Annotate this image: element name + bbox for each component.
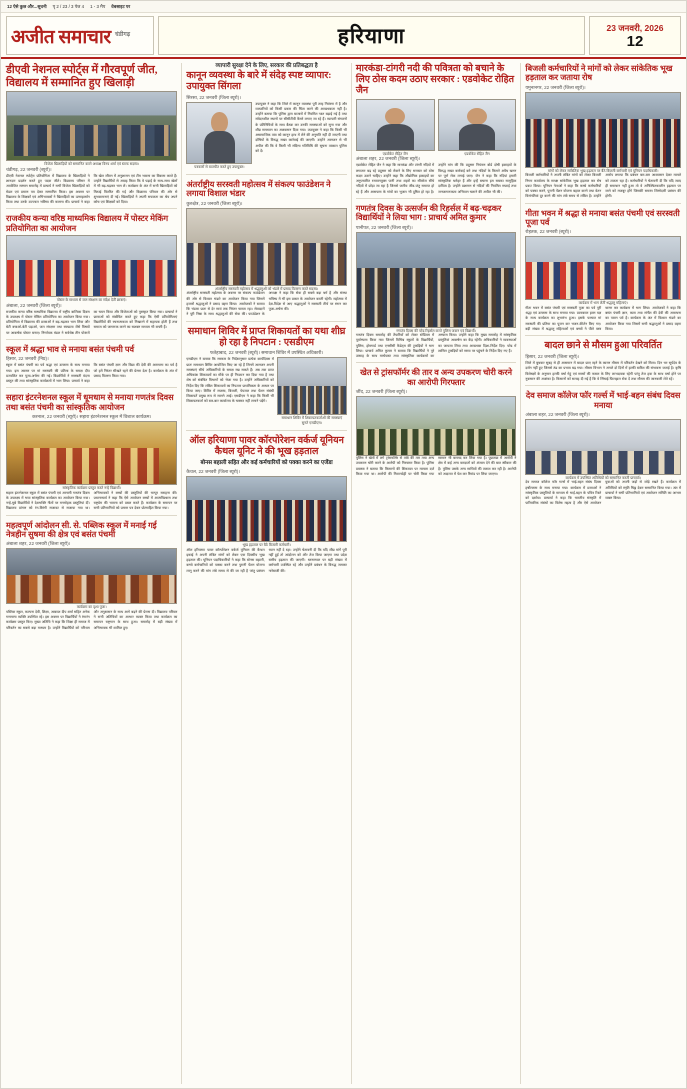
article-mahatvapurna-andolan [6, 520, 177, 634]
byline: अंबाला शहर, 22 जनवरी (जिला ब्यूरो)। [355, 156, 421, 162]
photo-caption: मांगों को लेकर सांकेतिक भूख हड़ताल पर बैठे बिजली कर्मचारी एवं यूनियन पदाधिकारी। [547, 168, 659, 173]
article-photo [186, 208, 347, 286]
article-text: बिजली कर्मचारियों ने अपनी लंबित मांगों को लेकर बिजली निगम कार्यालय के समक्ष सांकेतिक भूख हड़ताल कर रोष प्रकट किया। यूनियन नेताओं ने कहा कि कच्चे कर्मचारियों को पक्का करने, पुरानी पेंशन योजना बहाल करने तथा वेतन विसंगतियां दूर करने की मांग लंबे समय से लंबित है। उन्होंने आरोप लगाया कि प्रबंधन बार-बार आश्वासन देकर मामले को टालता रहा है। कर्मचारियों ने चेतावनी दी कि यदि जल्द ही समाधान नहीं हुआ तो वे अनिश्चितकालीन हड़ताल पर जाने को मजबूर होंगे जिसकी समस्त जिम्मेदारी प्रबंधन की होगी। [525, 173, 681, 199]
article-bijli-karmchari-protest [525, 63, 681, 204]
article-khet-chori [356, 367, 517, 480]
micro-item-1: पृ 2 / 23 / 3 पेज 4 [52, 3, 85, 9]
article-republic-day-rehearsal [356, 203, 517, 364]
headline: गीता भवन में श्रद्धा से मनाया बसंत पंचमी एवं सरस्वती पूजा पर्व [525, 208, 680, 227]
state-title: हरियाणा [337, 23, 406, 48]
photo-caption: पत्रकारों से बातचीत करते हुए उपायुक्त। [194, 164, 245, 169]
publication-edition: चंडीगढ़ [114, 32, 131, 39]
article-photo [6, 91, 177, 161]
page-body [1, 59, 686, 1089]
article-text: अंतर्राष्ट्रीय सरस्वती महोत्सव के अवसर पर संकल्प फाउंडेशन की ओर से विशाल भंडारे का आयोजन किया गया जिसमें हजारों श्रद्धालुओं ने प्रसाद ग्रहण किया। आयोजकों ने बताया कि भंडारा प्रातः से देर सायं तक निरंतर चलता रहा। सेवादारों ने पूरी निष्ठा के साथ श्रद्धालुओं की सेवा की। फाउंडेशन के अध्यक्ष ने कहा कि सेवा ही सबसे बड़ा धर्म है और संस्था भविष्य में भी इस प्रकार के आयोजन करती रहेगी। महोत्सव में देश-विदेश से आए श्रद्धालुओं ने सरस्वती तीर्थ पर स्नान कर पूजा-अर्चना की। [186, 291, 347, 317]
byline: यमुनानगर, 22 जनवरी (जिला ब्यूरो)। [525, 84, 586, 90]
micro-item-0: 12 ऐसे कुछ और...सूचनी [7, 3, 47, 9]
portrait-block [186, 102, 252, 169]
photo-caption: सांस्कृतिक कार्यक्रम प्रस्तुत करते नन्हे विद्यार्थी। [62, 486, 121, 491]
article-text: उपायुक्त ने कहा कि जिले में कानून व्यवस्था पूरी तरह नियंत्रण में है और व्यापारियों को किसी प्रकार की चिंता करने की आवश्यकता नहीं है। उन्होंने बताया कि पुलिस द्वारा बाजारों में नियमित गश्त बढ़ाई गई है तथा संवेदनशील स्थानों पर सीसीटीवी कैमरे लगाए जा रहे हैं। व्यापारी संगठनों के प्रतिनिधियों के साथ बैठक कर उनकी समस्याओं को सुना गया और शीघ्र समाधान का आश्वासन दिया गया। उपायुक्त ने कहा कि किसी भी असामाजिक तत्व को कानून हाथ में लेने की अनुमति नहीं दी जाएगी तथा दोषियों के विरुद्ध सख्त कार्रवाई की जाएगी। उन्होंने आमजन से भी अपील की कि वे किसी भी संदिग्ध गतिविधि की सूचना तत्काल पुलिस को दें। [255, 101, 347, 153]
headline: खेत से ट्रांसफॉर्मर की तार व अन्य उपकरण चोरी करने का आरोपी गिरफ्तार [360, 368, 513, 387]
masthead [1, 13, 686, 59]
article-dav-sports [6, 63, 177, 209]
column-4 [520, 63, 681, 1084]
byline: फतेहाबाद, 22 जनवरी (ब्यूरो)। समाधान शिविर में उपस्थित अधिकारी। [210, 350, 324, 356]
kicker: व्यापारी सुरक्षा देने के लिए, सरकार की प्रतिबद्धता है [215, 63, 318, 69]
article-text: डीएवी नेशनल स्पोर्ट्स प्रतियोगिता में विद्यालय के खिलाड़ियों ने शानदार प्रदर्शन करते हुए पदक जीते। विद्यालय परिसर में आयोजित सम्मान समारोह में प्राचार्य ने सभी विजेता खिलाड़ियों को मेडल एवं प्रमाण पत्र देकर सम्मानित किया। इस अवसर पर विद्यालय के शिक्षकों एवं अभिभावकों ने खिलाड़ियों का उत्साहवर्धन किया तथा उनके उज्ज्वल भविष्य की कामना की। प्राचार्य ने कहा कि खेल जीवन में अनुशासन एवं टीम भावना का विकास करते हैं। उन्होंने विद्यार्थियों से आग्रह किया कि वे पढ़ाई के साथ-साथ खेलों में भी बढ़-चढ़कर भाग लें। कार्यक्रम के अंत में सभी खिलाड़ियों को मिठाई वितरित की गई और विद्यालय परिवार की ओर से शुभकामनाएं दी गईं। खिलाड़ियों ने अपनी सफलता का श्रेय अपने कोच एवं शिक्षकों को दिया। [6, 173, 178, 205]
headline: बिजली कर्मचारियों ने मांगों को लेकर सांकेतिक भूख हड़ताल कर जताया रोष [525, 64, 673, 83]
article-school-panchami [6, 344, 177, 388]
photo-caption: कार्यक्रम में भाग लेतीं श्रद्धालु महिलाएं। [578, 301, 628, 306]
byline: अंबाला शहर, 22 जनवरी (जिला ब्यूरो)। [525, 411, 590, 417]
article-text: गणतंत्र दिवस समारोह की तैयारियों को लेकर स्टेडियम में पूर्वाभ्यास किया गया जिसमें विभिन्न स्कूलों के विद्यार्थियों, पुलिस, होमगार्ड तथा एनसीसी कैडेट्स की टुकड़ियों ने भाग लिया। प्राचार्य अमित कुमार ने बताया कि विद्यार्थियों ने पूरे उत्साह के साथ मार्चपास्ट तथा सांस्कृतिक कार्यक्रमों का अभ्यास किया। उन्होंने कहा कि मुख्य समारोह में सांस्कृतिक प्रस्तुतियां आकर्षण का केंद्र रहेंगी। अधिकारियों ने व्यवस्थाओं का जायजा लिया तथा आवश्यक दिशा-निर्देश दिए। परेड में शामिल टुकड़ियों को समय पर पहुंचने के निर्देश दिए गए हैं। [355, 333, 517, 359]
top-micro-strip [1, 1, 686, 13]
article-mausam-parivartan [525, 340, 681, 386]
photo-caption: अंतर्राष्ट्रीय सरस्वती महोत्सव में श्रद्धालुओं को भंडारे में प्रसाद वितरण करते सदस्य। [215, 286, 319, 291]
article-photo [356, 396, 517, 456]
byline: चंडीगढ़, 22 जनवरी (ब्यूरो)। [6, 166, 52, 172]
photo-caption: एडवोकेट रोहित जैन [382, 151, 408, 156]
article-saraswati-mahotsav [186, 179, 347, 322]
headline: ऑल हरियाणा पावर कॉरपोरेशन वर्कर्ज यूनियन कैथल यूनिट ने की भूख हड़ताल [189, 436, 344, 458]
article-photo [277, 357, 347, 415]
article-poster-making [6, 213, 177, 340]
byline: अंबाला, 22 जनवरी (जिला ब्यूरो)। [6, 302, 62, 308]
photo-caption: कार्यक्रम का दृश्य पूजा। [76, 605, 107, 610]
article-photo [356, 232, 517, 328]
article-photo [438, 99, 517, 151]
article-geeta-path-basant [525, 208, 681, 337]
photo-caption: विजेता खिलाड़ियों को सम्मानित करते अध्यक्ष विनय शर्मा एवं स्टाफ सदस्य। [44, 162, 139, 167]
article-photo [186, 476, 347, 542]
byline: करनाल, 22 जनवरी (ब्यूरो)। सहारा इंटरनेशनल स्कूल में विशाल कार्यक्रम। [32, 414, 152, 420]
photo-caption: कार्यक्रम में उपस्थित अतिथियों को सम्मानित करती प्राचार्या। [565, 475, 641, 480]
article-photo [525, 419, 681, 475]
article-text: जिले में बुधवार सुबह से ही आसमान में बादल छाए रहने के कारण मौसम में परिवर्तन देखने को मिला। दिन भर सूर्यदेव के दर्शन नहीं हुए जिससे ठंड का प्रभाव बढ़ गया। मौसम विभाग ने अगले दो दिनों में हल्की बारिश की संभावना जताई है। कृषि विशेषज्ञों के अनुसार हल्की वर्षा गेहूं एवं सरसों की फसल के लिए लाभदायक रहेगी परंतु तेज हवा के साथ वर्षा होने पर नुकसान की आशंका है। किसानों को सलाह दी गई है कि वे सिंचाई फिलहाल रोक दें तथा मौसम की जानकारी लेते रहें। [525, 361, 681, 381]
column-3 [351, 63, 517, 1084]
article-text: एडवोकेट रोहित जैन ने कहा कि मारकंडा और टांगरी नदियों में लगातार बढ़ रहे प्रदूषण को रोकने के लिए सरकार को ठोस कदम उठाने चाहिए। उन्होंने कहा कि औद्योगिक इकाइयों का अनुपचारित रसायनयुक्त पानी तथा शहरों का सीवरेज सीधे नदियों में छोड़ा जा रहा है जिससे जलीय जीव-जंतु समाप्त हो रहे हैं और आसपास के गांवों का भूजल भी दूषित हो रहा है। उन्होंने मांग की कि प्रदूषण नियंत्रण बोर्ड दोषी इकाइयों के विरुद्ध सख्त कार्रवाई करे तथा नदियों के किनारे अवैध खनन पर पूर्ण रोक लगाई जाए। जैन ने कहा कि नदियां हमारी सांस्कृतिक धरोहर हैं और इन्हें बचाना हम सबका सामूहिक दायित्व है। उन्होंने प्रशासन से नदियों की नियमित सफाई तथा जनजागरूकता अभियान चलाने की अपील भी की। [355, 163, 517, 194]
byline: रोहतक, 22 जनवरी (ब्यूरो)। [525, 229, 571, 235]
article-text: ऑल हरियाणा पावर कॉरपोरेशन वर्कर्ज यूनियन की कैथल इकाई ने अपनी लंबित मांगों को लेकर एक दिवसीय भूख हड़ताल की। यूनियन पदाधिकारियों ने कहा कि बोनस बहाली, कच्चे कर्मचारियों को पक्का करने तथा पुरानी पेंशन योजना लागू करने की मांग लंबे समय से की जा रही है परंतु प्रबंधन ध्यान नहीं दे रहा। उन्होंने चेतावनी दी कि यदि शीघ्र मांगें पूरी नहीं हुईं तो आंदोलन को और तेज किया जाएगा तथा प्रदेश स्तरीय हड़ताल की जाएगी। धरनास्थल पर बड़ी संख्या में कर्मचारी उपस्थित रहे और उन्होंने प्रबंधन के विरुद्ध जमकर नारेबाजी की। [186, 547, 347, 573]
micro-item-2: 1 - 3 मैप [90, 3, 106, 9]
headline: समाधान शिविर में प्राप्त शिकायतों का यथा शीघ्र हो रहा है निपटान : एसडीएम [187, 326, 346, 348]
headline: देव समाज कॉलेज फॉर गर्ल्स में भाई-बहन संबंध दिवस मनाया [525, 391, 681, 410]
headline: स्कूल में श्रद्धा भाव से मनाया बसंत पंचमी पर्व [6, 344, 135, 354]
article-photo [525, 236, 681, 300]
article-photo [6, 235, 177, 297]
article-power-corporation-hunger-strike [186, 435, 347, 577]
byline: हिसार, 22 जनवरी (निप्र)। [6, 356, 49, 362]
headline: सहारा इंटरनेशनल स्कूल में धूमधाम से मनाया गणतंत्र दिवस तथा बसंत पंचमी का सांस्कृतिक आयोजन [6, 393, 174, 412]
headline: गणतंत्र दिवस के उत्सर्जन की रिहर्सल में बढ़-चढ़कर विद्यार्थियों ने लिया भाग : प्राचार्य अमित कुमार [355, 203, 502, 223]
byline: अंबाला शहर, 22 जनवरी (जिला ब्यूरो)। [6, 541, 71, 547]
page-number: 12 [626, 32, 644, 50]
publication-title: अजीत समाचार [11, 26, 111, 48]
photo-caption: समाधान शिविर में शिकायतकर्ताओं की समस्याएं सुनते एसडीएम। [281, 416, 343, 425]
article-photo [356, 99, 435, 151]
byline: पानीपत, 22 जनवरी (जिला ब्यूरो)। [355, 224, 413, 230]
byline: कैथल, 22 जनवरी (जिला ब्यूरो)। [186, 469, 240, 475]
photo-block [277, 357, 347, 425]
headline: बादल छाने से मौसम हुआ परिवर्तित [544, 341, 662, 352]
article-text: राजकीय कन्या वरिष्ठ माध्यमिक विद्यालय में राष्ट्रीय बालिका दिवस के उपलक्ष्य में पोस्टर मेकिंग प्रतियोगिता का आयोजन किया गया। प्रतियोगिता में विद्यालय की छात्राओं ने बढ़-चढ़कर भाग लिया और बेटी बचाओ-बेटी पढ़ाओ, जल संरक्षण तथा स्वच्छता जैसे विषयों पर आकर्षक पोस्टर बनाए। निर्णायक मंडल ने सर्वश्रेष्ठ तीन पोस्टरों का चयन किया और विजेताओं को पुरस्कृत किया गया। प्राचार्या ने छात्राओं को संबोधित करते हुए कहा कि ऐसी प्रतियोगिताएं विद्यार्थियों की रचनात्मकता को निखारने में सहायक होती हैं तथा समाज को जागरूक करने का सशक्त माध्यम भी बनती हैं। [6, 309, 178, 335]
article-text: देव समाज कॉलेज फॉर गर्ल्स में भाई-बहन संबंध दिवस हर्षोल्लास के साथ मनाया गया। कार्यक्रम में छात्राओं ने सांस्कृतिक प्रस्तुतियों के माध्यम से भाई-बहन के पवित्र रिश्ते को दर्शाया। प्राचार्या ने कहा कि भारतीय संस्कृति में पारिवारिक संबंधों का विशेष महत्व है और ऐसे आयोजन युवाओं को अपनी जड़ों से जोड़े रखते हैं। कार्यक्रम में अतिथियों को स्मृति चिह्न देकर सम्मानित किया गया। अंत में प्राचार्या ने सभी प्रतिभागियों एवं आयोजन समिति का आभार व्यक्त किया। [525, 480, 681, 506]
headline: डीएवी नेशनल स्पोर्ट्स में गौरवपूर्ण जीत, विद्यालय में सम्मानित हुए खिलाड़ी [6, 64, 158, 89]
byline: जींद, 22 जनवरी (जिला ब्यूरो)। [355, 389, 407, 395]
headline: मारकंडा-टांगरी नदी की पवित्रता को बचाने के लिए ठोस कदम उठाए सरकार : एडवोकेट रोहित जैन [355, 64, 515, 96]
article-text: पब्लिक स्कूल, कल्पना देवी, शिक्षा, आकाश दीप शर्मा सहित अनेक गणमान्य व्यक्ति उपस्थित रहे। इस अवसर पर विद्यार्थियों ने रंगारंग कार्यक्रम प्रस्तुत किए। मुख्य अतिथि ने कहा कि शिक्षा ही समाज में परिवर्तन का सबसे बड़ा माध्यम है। उन्होंने विद्यार्थियों को परिश्रम और अनुशासन के साथ आगे बढ़ने की प्रेरणा दी। विद्यालय परिवार ने सभी अतिथियों का आभार व्यक्त किया तथा कार्यक्रम का समापन राष्ट्रगान के साथ हुआ। समारोह में बड़ी संख्या में अभिभावक भी शामिल हुए। [6, 609, 178, 630]
headline: कानून व्यवस्था के बारे में संदेह स्पष्ट व्यापार: उपायुक्त सिंगला [186, 70, 332, 92]
photo-caption: पोस्टर के माध्यम से जल संरक्षण का संदेश देतीं छात्राएं। [56, 298, 127, 303]
article-text: स्कूल में बसंत पंचमी का पर्व श्रद्धा एवं उल्लास के साथ मनाया गया। इस अवसर पर मां सरस्वती की प्रतिमा के समक्ष दीप प्रज्वलित कर पूजा-अर्चना की गई। विद्यार्थियों ने सरस्वती वंदना प्रस्तुत की तथा सांस्कृतिक कार्यक्रमों में भाग लिया। प्राचार्य ने कहा कि बसंत पंचमी ज्ञान और विद्या की देवी की आराधना का पर्व है जो हमें निरंतर सीखते रहने की प्रेरणा देता है। कार्यक्रम के अंत में प्रसाद वितरण किया गया। [6, 363, 178, 384]
masthead-date-block [589, 16, 681, 55]
byline: कुरुक्षेत्र, 22 जनवरी (जिला ब्यूरो)। [186, 200, 243, 206]
article-samadhan-shivir [186, 326, 347, 432]
headline: राजकीय कन्या वरिष्ठ माध्यमिक विद्यालय में पोस्टर मेकिंग प्रतियोगिता का आयोजन [6, 214, 169, 233]
byline: हिसार, 22 जनवरी (जिला ब्यूरो)। [525, 354, 580, 360]
column-1 [6, 63, 177, 1084]
article-markanda-river [356, 63, 517, 199]
article-photo [525, 92, 681, 168]
column-2 [181, 63, 347, 1084]
headline: महत्वपूर्ण आंदोलन सी. से. पब्लिक स्कूल में मनाई गई नेत्रहीन सुषमा की क्षेत्र एवं बसंत पंचमी [6, 520, 157, 540]
photo-caption: भूख हड़ताल पर बैठे बिजली कर्मचारी। [242, 543, 291, 548]
article-photo [6, 421, 177, 485]
byline: सिरसा, 22 जनवरी (जिला ब्यूरो)। [186, 94, 241, 100]
photo-caption: गणतंत्र दिवस की परेड रिहर्सल करते पुलिस जवान एवं विद्यार्थी। [396, 328, 476, 333]
article-text: पुलिस ने खेतों में लगे ट्रांसफॉर्मर से तांबे की तार तथा अन्य उपकरण चोरी करने के आरोपी को गिरफ्तार किया है। पुलिस प्रवक्ता ने बताया कि किसानों की शिकायत पर मामला दर्ज किया गया था। आरोपी की निशानदेही पर चोरी किया गया सामान भी बरामद कर लिया गया है। पूछताछ में आरोपी ने क्षेत्र में कई अन्य वारदातों को अंजाम देने की बात स्वीकार की है। पुलिस उसके अन्य साथियों की तलाश कर रही है। आरोपी को अदालत में पेश कर रिमांड पर लिया जाएगा। [355, 456, 517, 476]
article-text: गीता भवन में बसंत पंचमी एवं सरस्वती पूजा का पर्व पूरी श्रद्धा एवं उल्लास के साथ मनाया गया। प्रातःकाल हवन यज्ञ के साथ कार्यक्रम का शुभारंभ हुआ। इसके पश्चात मां सरस्वती की प्रतिमा का पूजन कर भजन-कीर्तन किए गए। बड़ी संख्या में श्रद्धालु महिलाओं एवं बच्चों ने पीले वस्त्र धारण कर कार्यक्रम में भाग लिया। आयोजकों ने कहा कि बसंत पंचमी ज्ञान, कला तथा संगीत की देवी की आराधना का पावन पर्व है। कार्यक्रम के अंत में विशाल भंडारे का आयोजन किया गया जिसमें सभी श्रद्धालुओं ने प्रसाद ग्रहण किया। [525, 305, 681, 331]
article-photo [186, 102, 252, 164]
photo-caption: एडवोकेट रोहित जैन [464, 151, 490, 156]
article-sahara-international [6, 392, 177, 515]
micro-item-3: वेबसाइट पर [111, 3, 131, 9]
masthead-state-band [158, 16, 585, 55]
article-text: एसडीएम ने बताया कि सरकार के निर्देशानुसार प्रत्येक कार्यदिवस में प्रातः समाधान शिविर आयोजित किए जा रहे हैं जिनमें आमजन अपनी समस्याएं सीधे अधिकारियों के समक्ष रख सकते हैं। अब तक प्राप्त अधिकांश शिकायतों का मौके पर ही निपटान कर दिया गया है तथा शेष को संबंधित विभागों को भेजा गया है। उन्होंने अधिकारियों को निर्देश दिए कि लंबित शिकायतों का निपटारा प्राथमिकता के आधार पर किया जाए। शिविर में राजस्व, बिजली, पेयजल तथा पेंशन संबंधी शिकायतें प्रमुख रूप से सामने आईं। एसडीएम ने कहा कि किसी भी शिकायतकर्ता को बार-बार कार्यालय के चक्कर नहीं लगाने पड़ेंगे। [186, 357, 274, 404]
headline: अंतर्राष्ट्रीय सरस्वती महोत्सव में संकल्प फाउंडेशन ने लगाया विशाल भंडार [186, 180, 331, 199]
masthead-logo-block [6, 16, 154, 55]
subheadline: बोनस बहाली सहित और कई कर्मचारियों को पक्का करने का एजेंडा [200, 460, 333, 467]
issue-date: 23 जनवरी, 2026 [606, 22, 664, 33]
portrait-row [356, 99, 517, 156]
article-photo [6, 548, 177, 604]
article-dev-samaj-college [525, 390, 681, 510]
article-text: सहारा इंटरनेशनल स्कूल में बसंत पंचमी एवं आगामी गणतंत्र दिवस के उपलक्ष्य में भव्य सांस्कृतिक कार्यक्रम का आयोजन किया गया। नन्हे-मुन्ने विद्यार्थियों ने देशभक्ति गीतों पर मनमोहक प्रस्तुतियां दीं। विद्यालय प्रांगण को रंग-बिरंगी सजावट से सजाया गया था। अभिभावकों ने बच्चों की प्रस्तुतियों की भरपूर सराहना की। प्रधानाचार्य ने कहा कि ऐसे आयोजन बच्चों में आत्मविश्वास तथा राष्ट्रप्रेम की भावना को प्रबल करते हैं। कार्यक्रम के समापन पर सभी प्रतिभागियों को प्रमाण पत्र देकर प्रोत्साहित किया गया। [6, 490, 178, 511]
article-vyapari-suraksha [186, 63, 347, 175]
